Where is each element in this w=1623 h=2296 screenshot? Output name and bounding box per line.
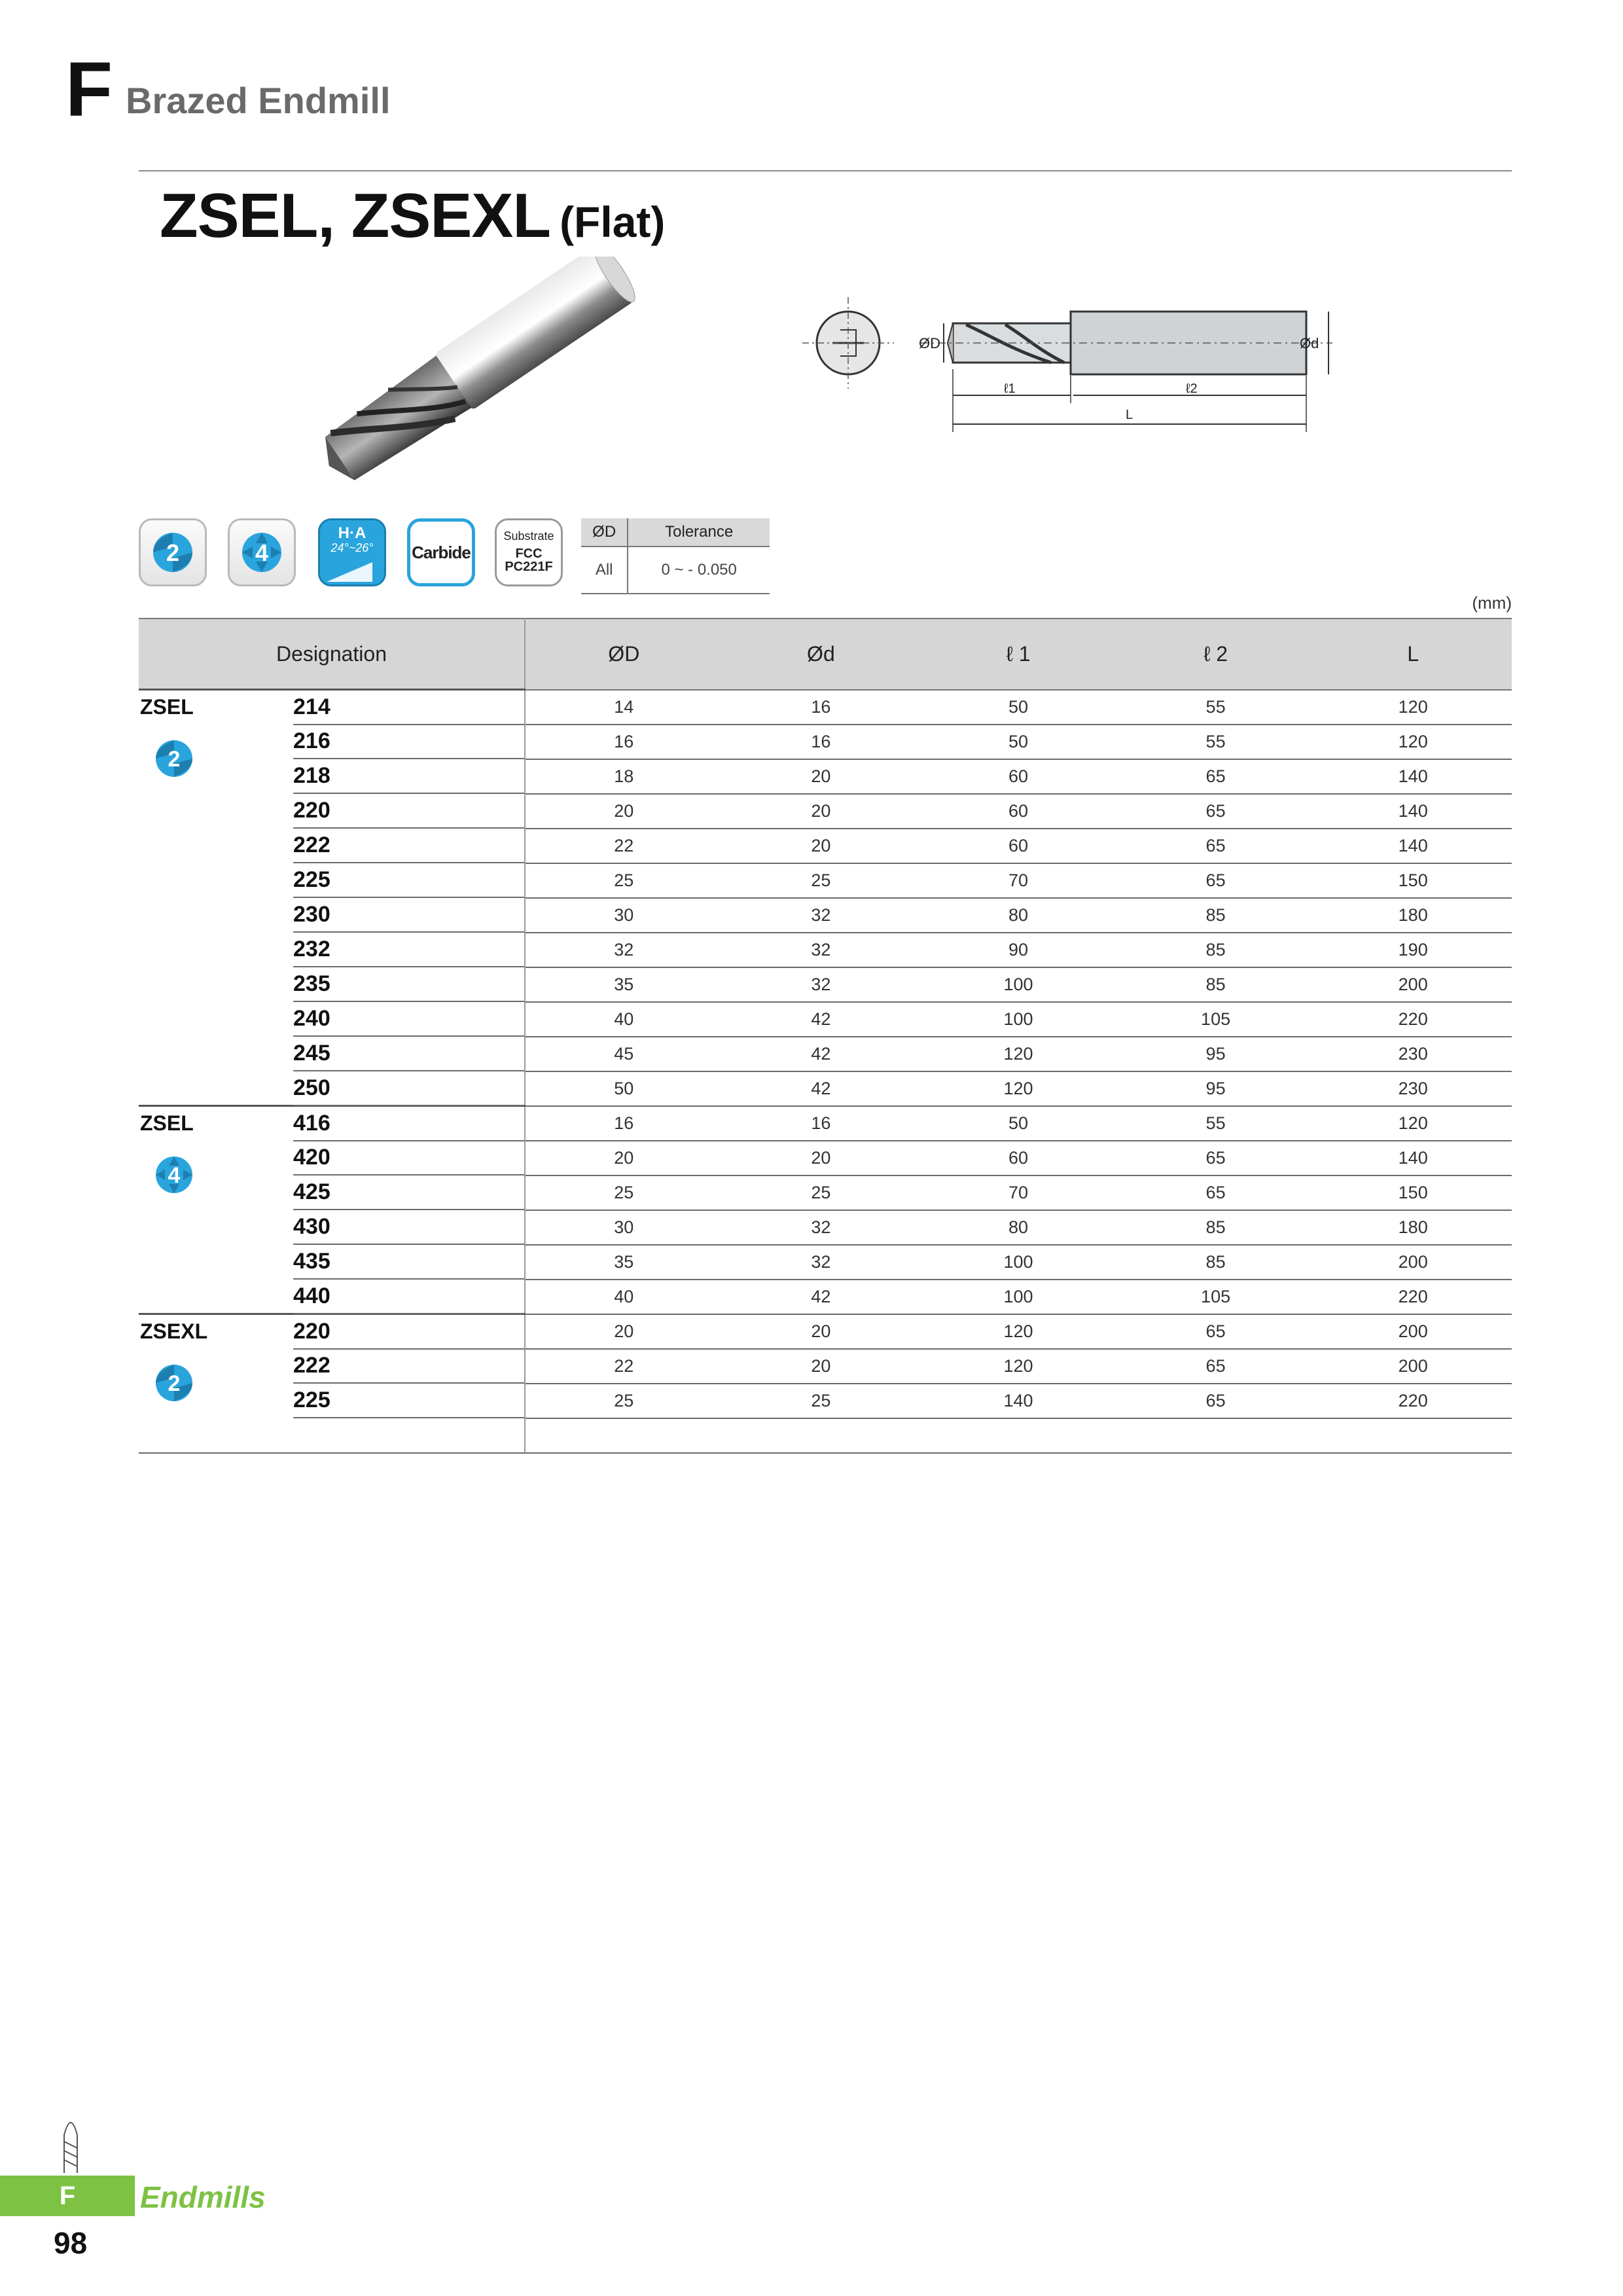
series-name: ZSEXL: [140, 1319, 208, 1343]
l2-value: 85: [1117, 1245, 1315, 1280]
table-row: [139, 967, 1512, 1002]
table-row: [139, 1071, 1512, 1106]
designation-cell: [139, 1210, 525, 1245]
dim-l1-label: ℓ1: [1004, 382, 1016, 396]
table-row: [139, 1106, 1512, 1141]
l2-value: 85: [1117, 967, 1315, 1002]
designation-cell: [139, 967, 525, 1002]
dim-l2-label: ℓ2: [1186, 382, 1198, 396]
l2-value: 65: [1117, 1384, 1315, 1418]
table-row: [139, 933, 1512, 967]
designation-code: 220: [293, 1315, 524, 1350]
l1-value: 90: [919, 933, 1117, 967]
product-title: [160, 181, 666, 251]
D-value: 35: [525, 1245, 722, 1280]
l1-value: 120: [919, 1314, 1117, 1349]
designation-code: 435: [293, 1245, 524, 1280]
l1-value: 60: [919, 794, 1117, 829]
table-row: [139, 725, 1512, 759]
D-value: 25: [525, 863, 722, 898]
table-row: [139, 1280, 1512, 1314]
designation-code: 222: [293, 1349, 524, 1384]
designation-cell: [139, 1314, 525, 1396]
l2-value: 65: [1117, 863, 1315, 898]
substrate-grade-2: PC221F: [505, 560, 553, 574]
product-subtitle: (Flat): [560, 198, 666, 246]
d-value: 20: [722, 794, 920, 829]
l1-value: 100: [919, 1280, 1117, 1314]
designation-code: 216: [293, 725, 524, 759]
designation-code: 250: [293, 1071, 524, 1106]
tolerance-cell-all: All: [581, 547, 628, 594]
table-row: [139, 1314, 1512, 1349]
l2-value: 95: [1117, 1071, 1315, 1106]
D-value: 32: [525, 933, 722, 967]
designation-code: 425: [293, 1175, 524, 1210]
table-row: [139, 1175, 1512, 1210]
flute-count: 4: [168, 1163, 181, 1188]
product-name: ZSEL, ZSEXL: [160, 181, 551, 251]
spec-table: [139, 618, 1512, 1454]
l1-value: 100: [919, 967, 1117, 1002]
tolerance-cell-value: 0 ~ - 0.050: [628, 547, 770, 594]
l2-value: 65: [1117, 759, 1315, 794]
l1-value: 50: [919, 1106, 1117, 1141]
l2-value: 65: [1117, 1175, 1315, 1210]
D-value: 20: [525, 1314, 722, 1349]
d-value: 32: [722, 933, 920, 967]
section-title: Brazed Endmill: [126, 80, 391, 121]
l1-value: 50: [919, 690, 1117, 725]
L-value: 180: [1314, 1210, 1512, 1245]
flute-4-icon: [147, 1147, 202, 1202]
d-value: 42: [722, 1002, 920, 1037]
designation-cell: [139, 829, 525, 863]
helix-angle-icon: [318, 518, 386, 586]
designation-code: 220: [293, 794, 524, 829]
d-value: 16: [722, 725, 920, 759]
l2-value: 65: [1117, 1349, 1315, 1384]
l1-value: 120: [919, 1071, 1117, 1106]
L-value: 220: [1314, 1384, 1512, 1418]
D-value: 25: [525, 1175, 722, 1210]
designation-code: 225: [293, 1384, 524, 1418]
designation-cell: [139, 863, 525, 898]
page-number: 98: [54, 2226, 88, 2260]
designation-code: 235: [293, 967, 524, 1002]
L-value: 120: [1314, 725, 1512, 759]
d-value: 16: [722, 1106, 920, 1141]
designation-cell: [139, 1037, 525, 1071]
designation-code: 420: [293, 1141, 524, 1175]
L-value: 150: [1314, 1175, 1512, 1210]
l2-value: 65: [1117, 1141, 1315, 1175]
d-value: 32: [722, 1245, 920, 1280]
l2-value: 85: [1117, 933, 1315, 967]
l2-value: 65: [1117, 829, 1315, 863]
l1-value: 80: [919, 1210, 1117, 1245]
flute-4-icon: [228, 518, 296, 586]
designation-cell: [139, 1280, 525, 1314]
D-value: 22: [525, 1349, 722, 1384]
l2-value: 55: [1117, 690, 1315, 725]
header-L: L: [1314, 619, 1512, 690]
L-value: 200: [1314, 1349, 1512, 1384]
d-value: 25: [722, 1175, 920, 1210]
spec-header-row: [139, 619, 1512, 690]
substrate-grade-1: FCC: [515, 547, 543, 561]
D-value: 40: [525, 1280, 722, 1314]
d-value: 20: [722, 829, 920, 863]
tolerance-header-tol: Tolerance: [628, 518, 770, 547]
D-value: 20: [525, 1141, 722, 1175]
l1-value: 140: [919, 1384, 1117, 1418]
D-value: 40: [525, 1002, 722, 1037]
L-value: 140: [1314, 829, 1512, 863]
l1-value: 80: [919, 898, 1117, 933]
dim-d-label: Ød: [1300, 335, 1319, 351]
D-value: 18: [525, 759, 722, 794]
l2-value: 105: [1117, 1002, 1315, 1037]
L-value: 200: [1314, 1245, 1512, 1280]
l2-value: 105: [1117, 1280, 1315, 1314]
header-l2: ℓ 2: [1117, 619, 1315, 690]
designation-code: 232: [293, 933, 524, 967]
l1-value: 100: [919, 1245, 1117, 1280]
dim-D-label: ØD: [919, 335, 940, 351]
table-row: [139, 1037, 1512, 1071]
carbide-icon: Carbide: [407, 518, 475, 586]
designation-code: 240: [293, 1002, 524, 1037]
endmill-footer-icon: [55, 2109, 86, 2174]
d-value: 16: [722, 690, 920, 725]
tolerance-header-d: ØD: [581, 518, 628, 547]
d-value: 25: [722, 1384, 920, 1418]
D-value: 20: [525, 794, 722, 829]
helix-label: H·A: [338, 524, 366, 542]
L-value: 220: [1314, 1280, 1512, 1314]
designation-code: 225: [293, 863, 524, 898]
L-value: 230: [1314, 1037, 1512, 1071]
d-value: 20: [722, 1141, 920, 1175]
d-value: 42: [722, 1071, 920, 1106]
L-value: 120: [1314, 1106, 1512, 1141]
l2-value: 65: [1117, 794, 1315, 829]
designation-cell: [139, 1245, 525, 1280]
footer-category: Endmills: [140, 2180, 266, 2214]
designation-code: 440: [293, 1280, 524, 1314]
flute-2-icon: [147, 1355, 202, 1410]
D-value: 35: [525, 967, 722, 1002]
D-value: 16: [525, 1106, 722, 1141]
designation-code: 222: [293, 829, 524, 863]
L-value: 200: [1314, 1314, 1512, 1349]
table-row: [139, 863, 1512, 898]
l1-value: 120: [919, 1037, 1117, 1071]
substrate-icon: [495, 518, 563, 586]
d-value: 32: [722, 967, 920, 1002]
table-row: [139, 690, 1512, 725]
table-row-blank: [139, 1418, 1512, 1453]
L-value: 230: [1314, 1071, 1512, 1106]
unit-label: (mm): [1472, 593, 1512, 613]
dim-L-label: L: [1126, 408, 1133, 422]
designation-cell: [139, 1002, 525, 1037]
flute-2-icon: [139, 518, 207, 586]
table-row: [139, 1384, 1512, 1418]
table-row: [139, 1141, 1512, 1175]
designation-cell: [139, 933, 525, 967]
designation-cell: [139, 1418, 525, 1453]
designation-code: 218: [293, 759, 524, 794]
table-row: [139, 794, 1512, 829]
D-value: 25: [525, 1384, 722, 1418]
header-l1: ℓ 1: [919, 619, 1117, 690]
header-D: ØD: [525, 619, 722, 690]
d-value: 32: [722, 898, 920, 933]
l2-value: 55: [1117, 1106, 1315, 1141]
d-value: 20: [722, 1314, 920, 1349]
helix-range: 24°~26°: [330, 541, 374, 554]
header-d: Ød: [722, 619, 920, 690]
D-value: 14: [525, 690, 722, 725]
D-value: 30: [525, 1210, 722, 1245]
L-value: 140: [1314, 759, 1512, 794]
series-name: ZSEL: [140, 1111, 194, 1135]
flute-2-icon: [147, 731, 202, 786]
flute-2-text: 2: [166, 539, 180, 566]
D-value: 22: [525, 829, 722, 863]
table-row: [139, 1002, 1512, 1037]
blank-cell: [525, 1418, 1512, 1453]
L-value: 140: [1314, 1141, 1512, 1175]
l1-value: 60: [919, 1141, 1117, 1175]
L-value: 150: [1314, 863, 1512, 898]
l1-value: 50: [919, 725, 1117, 759]
l2-value: 55: [1117, 725, 1315, 759]
d-value: 20: [722, 759, 920, 794]
l1-value: 100: [919, 1002, 1117, 1037]
table-row: [139, 1245, 1512, 1280]
D-value: 50: [525, 1071, 722, 1106]
substrate-label: Substrate: [503, 529, 554, 543]
flute-count: 2: [168, 1371, 181, 1396]
l2-value: 85: [1117, 1210, 1315, 1245]
table-row: [139, 1349, 1512, 1384]
designation-cell: [139, 898, 525, 933]
d-value: 42: [722, 1280, 920, 1314]
designation-code: 416: [293, 1107, 524, 1141]
designation-code: 245: [293, 1037, 524, 1071]
designation-code: 230: [293, 898, 524, 933]
l2-value: 85: [1117, 898, 1315, 933]
header-divider: [139, 170, 1512, 171]
designation-cell: [139, 1071, 525, 1106]
d-value: 25: [722, 863, 920, 898]
series-name: ZSEL: [140, 695, 194, 719]
header-designation: Designation: [139, 619, 525, 690]
l1-value: 70: [919, 863, 1117, 898]
L-value: 200: [1314, 967, 1512, 1002]
endmill-photo: [275, 257, 654, 492]
designation-code: 214: [293, 691, 524, 725]
d-value: 20: [722, 1349, 920, 1384]
D-value: 30: [525, 898, 722, 933]
l1-value: 60: [919, 829, 1117, 863]
table-row: [139, 1210, 1512, 1245]
L-value: 180: [1314, 898, 1512, 933]
l2-value: 95: [1117, 1037, 1315, 1071]
L-value: 120: [1314, 690, 1512, 725]
L-value: 140: [1314, 794, 1512, 829]
l1-value: 120: [919, 1349, 1117, 1384]
l2-value: 65: [1117, 1314, 1315, 1349]
d-value: 32: [722, 1210, 920, 1245]
table-row: [139, 759, 1512, 794]
designation-code: 430: [293, 1210, 524, 1245]
D-value: 45: [525, 1037, 722, 1071]
D-value: 16: [525, 725, 722, 759]
flute-count: 2: [168, 747, 181, 772]
technical-drawing: [796, 264, 1372, 440]
section-letter: F: [65, 46, 113, 133]
designation-cell: [139, 794, 525, 829]
L-value: 190: [1314, 933, 1512, 967]
table-row: [139, 898, 1512, 933]
d-value: 42: [722, 1037, 920, 1071]
flute-4-text: 4: [255, 539, 269, 566]
footer-letter: F: [59, 2181, 76, 2210]
tolerance-table: [581, 518, 770, 594]
table-row: [139, 829, 1512, 863]
l1-value: 70: [919, 1175, 1117, 1210]
L-value: 220: [1314, 1002, 1512, 1037]
l1-value: 60: [919, 759, 1117, 794]
